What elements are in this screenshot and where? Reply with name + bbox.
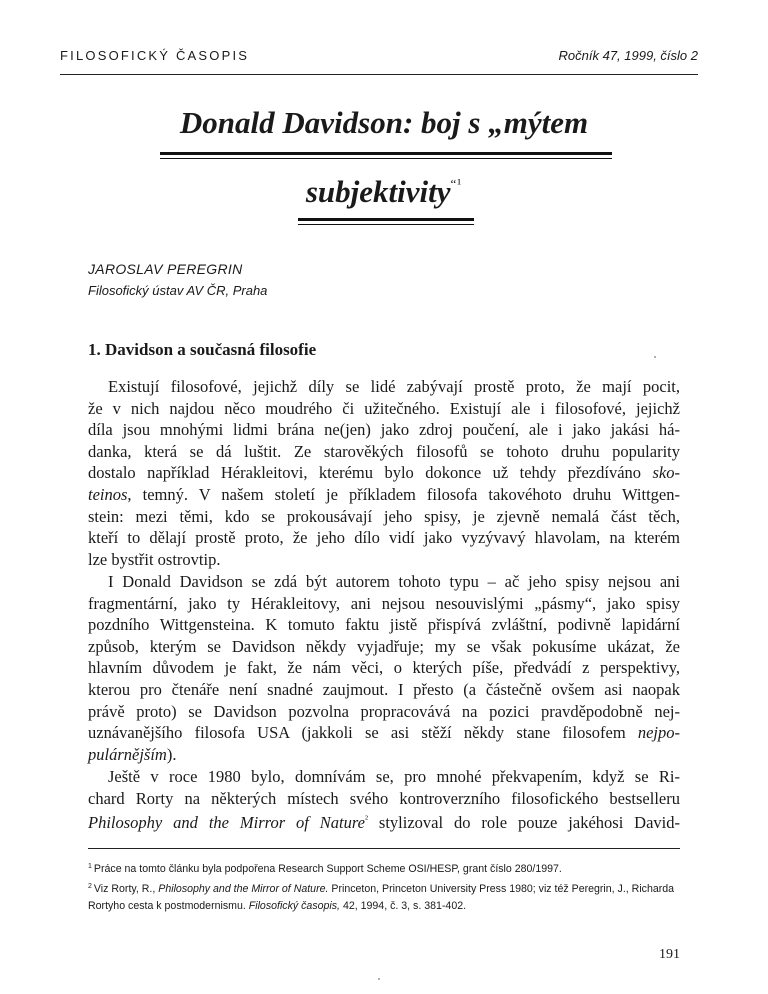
text-line: chard Rorty na některých místech svého kontroverzního filosofického bestselleru [88, 788, 680, 808]
title-rule-thick [160, 152, 612, 155]
journal-name: FILOSOFICKÝ ČASOPIS [60, 48, 250, 63]
title-rule-thin [160, 158, 612, 159]
text-line: právě proto) se Davidson pozvolna propracovává na pozici pravděpodobně nej- [88, 701, 680, 721]
text-line: pozdního Wittgensteina. K tomuto faktu jistě přispívá zvláštní, podivně lapidární [88, 615, 680, 635]
section-heading: 1. Davidson a současná filosofie [88, 340, 317, 359]
text-line: hlavním důvodem je fakt, že nám věci, o kterých píše, předvádí z perspektivy, [88, 658, 680, 678]
text-line: lze bystřit ostrovtip. [88, 549, 221, 569]
footnote-text: Princeton, Princeton University Press 1980; viz též Peregrin, J., Richarda [328, 883, 675, 895]
book-title: Philosophy and the Mirror of Nature [88, 813, 366, 833]
text-line: danka, která se dá luštit. Ze starověkých filosofů se tohoto druhu popularity [88, 441, 680, 461]
text-run: , temný. V našem století je příkladem filosofa takovéhoto druhu Wittgen- [127, 484, 680, 504]
article-title-line-1: Donald Davidson: boj s „mýtem [179, 105, 589, 140]
footnotes [88, 858, 680, 915]
footnote-mark-1: “¹ [450, 176, 463, 191]
footnote-2 [88, 878, 680, 898]
text-line: způsob, kterým se Davidson někdy vyjadřuje; my se však pokusíme ukázat, že [88, 636, 680, 656]
subtitle-rule-thin [298, 224, 474, 225]
text-line: kteří to dělají prostě proto, že jeho dílo vidí jako vyzývavý hlavolam, na kterém [88, 528, 680, 548]
title-line-2-text: subjektivity [305, 174, 451, 209]
footnote-text: Práce na tomto článku byla podpořena Research Support Scheme OSI/HESP, grant číslo 280/1997. [93, 863, 562, 875]
page-number: 191 [659, 947, 680, 962]
text-line: že v nich najdou něco moudrého či užitečného. Existují ale i filosofové, jejichž [88, 398, 680, 418]
text-line [88, 484, 680, 506]
text-line: Existují filosofové, jejichž díly se lidé zabývají prostě proto, že mají pocit, [108, 377, 680, 396]
footnote-text: Rortyho cesta k postmodernismu. [88, 900, 249, 912]
text-line: Ještě v roce 1980 bylo, domnívám se, pro mnohé překvapením, když se Ri- [108, 767, 680, 786]
footnote-2-continued [88, 898, 680, 915]
header-rule [60, 74, 698, 75]
italic-run: pulárnějším [88, 744, 167, 764]
paragraph-3 [88, 766, 680, 831]
footnote-text: 42, 1994, č. 3, s. 381-402. [340, 900, 467, 912]
text-line: stein: mezi těmi, kdo se prokousávají jeho spisy, je zjevně nemalá část těch, [88, 506, 680, 526]
footnote-mark-2: ² [365, 814, 369, 826]
subtitle-rule-thick [298, 218, 474, 221]
author-affiliation: Filosofický ústav AV ČR, Praha [88, 283, 268, 298]
paragraph-2 [88, 571, 680, 765]
italic-run: nejpo- [637, 723, 680, 743]
text-line: I Donald Davidson se zdá být autorem tohoto typu – ač jeho spisy nejsou ani [108, 572, 680, 591]
footnote-rule [88, 848, 680, 849]
text-run: dostalo například Hérakleitovi, kterému bylo dokonce už tehdy přezdíváno [88, 463, 653, 483]
footnote-number: 1 [88, 863, 92, 870]
author-name: JAROSLAV PEREGRIN [88, 261, 243, 277]
text-line: díla jsou mnohými lidmi brána ne(jen) jako zdroj poučení, ale i jako jakási há- [88, 420, 680, 440]
text-line [88, 809, 680, 831]
footnote-text: Viz Rorty, R., [93, 883, 159, 895]
text-line: fragmentární, jako ty Hérakleitovy, ani nejsou nesouvislými „pásmy“, jako spisy [88, 593, 680, 613]
text-line: kterou pro čtenáře není snadné zaujmout. I přesto (a částečně ovšem asi naopak [88, 679, 680, 699]
scan-speck [378, 978, 380, 980]
italic-run: teinos [88, 484, 128, 504]
footnote-1 [88, 858, 680, 878]
text-run: stylizoval do role pouze jakéhosi David- [368, 813, 681, 833]
text-run: uznávanějšího filosofa USA (jakkoli se asi stěží někdy stane filosofem [88, 723, 638, 743]
text-line [88, 744, 680, 766]
italic-run: sko- [652, 463, 680, 483]
issue-info: Ročník 47, 1999, číslo 2 [558, 48, 698, 63]
footnote-italic: Philosophy and the Mirror of Nature. [158, 883, 329, 895]
paragraph-1 [88, 376, 680, 570]
text-run: ). [166, 744, 177, 764]
article-title-line-2 [0, 174, 768, 210]
text-line [88, 722, 680, 744]
footnote-italic: Filosofický časopis, [248, 900, 341, 912]
text-line [88, 462, 680, 484]
footnote-number: 2 [88, 883, 92, 890]
scan-speck [654, 356, 656, 358]
running-head [60, 48, 698, 66]
